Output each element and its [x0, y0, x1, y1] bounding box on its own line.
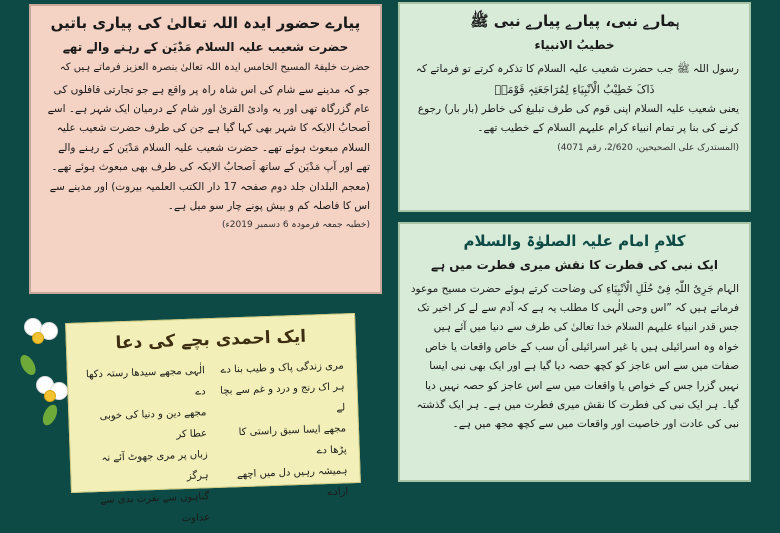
nabi-body-1: رسول اللہ ﷺ جب حضرت شعیب علیہ السلام کا تذکرہ کرتے تو فرماتے کہ	[415, 62, 739, 75]
dua-col-left	[80, 360, 211, 532]
dua-verse-line: مجھے دین و دنیا کی خوبی عطا کر	[99, 407, 208, 441]
dua-verses	[80, 355, 350, 532]
imam-title: کلامِ امام علیہ الصلوٰۃ والسلام	[463, 232, 686, 250]
dua-title: ایک احمدی بچے کی دعا	[115, 326, 307, 354]
huzur-panel	[29, 4, 382, 294]
dua-verse-line: مجھے ایسا سبق راستی کا پڑھا دے	[238, 423, 347, 457]
dua-verse-line: زباں پر مری جھوٹ آئے نہ ہرگز	[101, 449, 209, 482]
dua-verse-line: الٰہی مجھے سیدھا رستہ دکھا دے	[85, 365, 206, 398]
huzur-body: جو کہ مدینے سے شام کی اس شاہ راہ پر واقع ہے جو تجارتی قافلوں کی عام گزرگاہ تھی اور یہ وادیٔ القریٰ اور شام کے درمیان ایک شہر ہے۔ اسے اَصحابُ الایکہ کا شہر بھی کہا گیا ہے جن کی طرف حضرت شعیب علیہ السلام مبعوث ہوئے تھے۔ حضرت شعیب علیہ السلام مَدْیَن کے رہنے والے تھے اور آپ مَدْیَن کے ساتھ اَصحابُ الایکہ کی طرف بھی مبعوث ہوئے تھے۔ (معجم البلدان جلد دوم صفحہ 17 دار الکتب العلمیہ بیروت) اور مدینے سے اس کا فاصلہ کم و بیش پونے چار سو میل ہے۔	[47, 83, 370, 213]
nabi-subtitle: خطیبُ الانبیاء	[534, 37, 615, 52]
nabi-panel	[398, 2, 751, 212]
dua-col-right	[218, 355, 349, 527]
dua-verse-line: ہر اک رنج و درد و غم سے بچا لے	[219, 381, 346, 414]
nabi-arabic-quote: ذَاکَ خَطِیْبُ الْاَنْبِیَاءِ لِمُرَاجَعَتِہٖ قَوْمَہٗ	[494, 82, 655, 96]
nabi-reference: (المستدرک علی الصحیحین، 2/620، رقم 4071)	[557, 142, 739, 153]
huzur-subtitle: حضرت شعیب علیہ السلام مَدْیَن کے رہنے والے تھے	[62, 39, 349, 54]
imam-subtitle: ایک نبی کی فطرت کا نقش میری فطرت میں ہے	[431, 257, 718, 272]
dua-verse-line: مری زندگی پاک و طیب بنا دے	[220, 360, 344, 376]
dua-note	[65, 313, 361, 525]
dua-verse-line: گناہوں سے نفرت بدی سے عداوت	[100, 491, 211, 525]
nabi-title: ہمارے نبی، پیارے پیارے نبی ﷺ	[470, 12, 679, 30]
huzur-intro: حضرت خلیفۃ المسیح الخامس ایدہ اللہ تعالیٰ بنصرہ العزیز فرماتے ہیں کہ	[59, 61, 370, 73]
imam-panel	[398, 222, 751, 482]
huzur-title: پیارے حضور ایدہ اللہ تعالیٰ کی پیاری باتیں	[50, 14, 361, 32]
dua-verse-line: ہمیشہ رہیں دل میں اچھے ارادے	[236, 465, 349, 499]
nabi-body-2: یعنی شعیب علیہ السلام اپنی قوم کی طرف تبلیغ کی خاطر (بار بار) رجوع کرنے کی بنا پر تمام انبیاء کرام علیہم السلام کے خطیب تھے۔	[417, 102, 739, 135]
huzur-reference: (خطبہ جمعہ فرمودہ 6 دسمبر 2019ء)	[222, 220, 370, 231]
imam-body: الہام جَرِیُ اللّٰہِ فِیْ حُلَلِ الْاَنْبِیَاءِ کی وضاحت کرتے ہوئے حضرت مسیح موعود فرماتے ہیں کہ ”اس وحی الٰہی کا مطلب یہ ہے کہ آدم سے لے کر اخیر تک جس قدر انبیاء علیہم السلام خدا تعالیٰ کی طرف سے دنیا میں آئے ہیں خواہ وہ اسرائیلی ہیں یا غیر اسرائیلی اُن سب کے خاص واقعات یا خاص صفات میں سے اس عاجز کو کچھ حصہ دیا گیا ہے اور ایک بھی نبی ایسا نہیں گزرا جس کے خواص یا واقعات میں سے اس عاجز کو حصہ نہیں دیا گیا۔ ہر ایک نبی کی فطرت کا نقش میری فطرت میں ہے۔ ہر ایک گذشتہ نبی کی عادت اور خاصیت اور واقعات میں سے کچھ مجھ میں ہے۔	[410, 282, 739, 431]
